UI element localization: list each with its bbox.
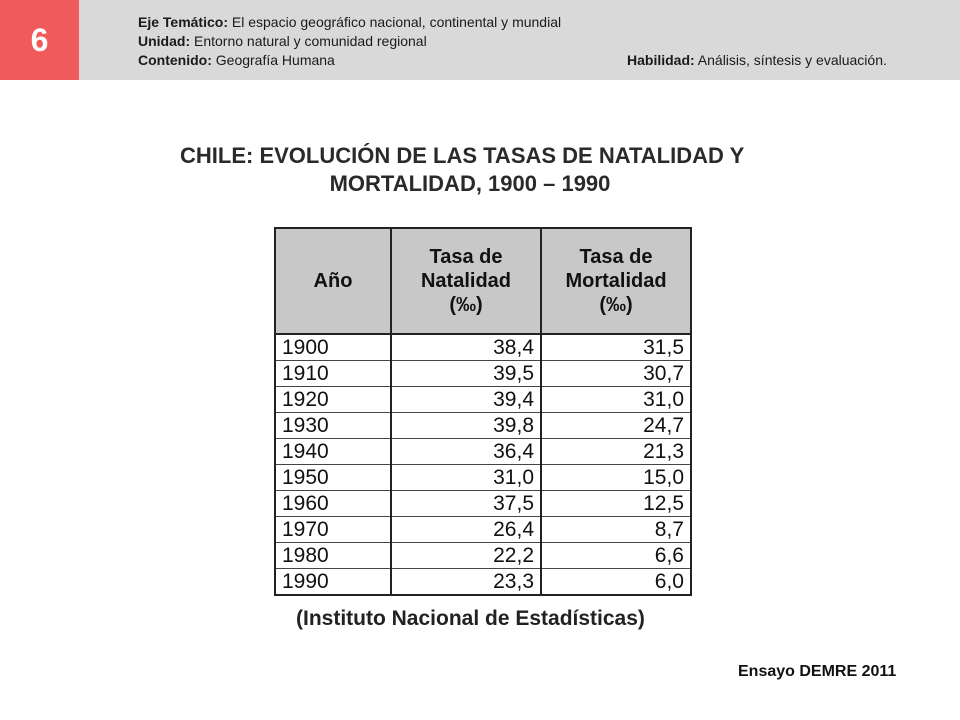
cell-mortality: 31,5 bbox=[541, 334, 691, 361]
header-mortality-text: Tasa de Mortalidad (‰) bbox=[565, 246, 667, 316]
habilidad-value: Análisis, síntesis y evaluación. bbox=[694, 52, 887, 68]
header-mortality bbox=[541, 228, 691, 334]
cell-mortality: 30,7 bbox=[541, 361, 691, 387]
unidad-value: Entorno natural y comunidad regional bbox=[190, 33, 427, 49]
table-row bbox=[275, 517, 691, 543]
header-year-text: Año bbox=[313, 270, 353, 292]
cell-natality: 23,3 bbox=[391, 569, 541, 596]
header-year bbox=[275, 228, 391, 334]
cell-natality: 22,2 bbox=[391, 543, 541, 569]
habilidad-line bbox=[627, 51, 887, 70]
cell-year: 1900 bbox=[275, 334, 391, 361]
cell-year: 1930 bbox=[275, 413, 391, 439]
rates-table bbox=[274, 227, 692, 596]
cell-mortality: 6,6 bbox=[541, 543, 691, 569]
table-row bbox=[275, 387, 691, 413]
cell-natality: 39,5 bbox=[391, 361, 541, 387]
table-header-row bbox=[275, 228, 691, 334]
footer-credit: Ensayo DEMRE 2011 bbox=[738, 663, 897, 680]
cell-mortality: 6,0 bbox=[541, 569, 691, 596]
source-note: (Instituto Nacional de Estadísticas) bbox=[296, 607, 645, 630]
cell-year: 1920 bbox=[275, 387, 391, 413]
contenido-value: Geografía Humana bbox=[211, 52, 335, 68]
eje-tematico-value: El espacio geográfico nacional, continental y mundial bbox=[228, 14, 562, 30]
cell-mortality: 15,0 bbox=[541, 465, 691, 491]
page-title bbox=[160, 142, 780, 198]
cell-year: 1990 bbox=[275, 569, 391, 596]
table-row bbox=[275, 413, 691, 439]
cell-mortality: 31,0 bbox=[541, 387, 691, 413]
cell-year: 1950 bbox=[275, 465, 391, 491]
table-row bbox=[275, 569, 691, 596]
cell-year: 1970 bbox=[275, 517, 391, 543]
table-row bbox=[275, 543, 691, 569]
cell-natality: 26,4 bbox=[391, 517, 541, 543]
cell-mortality: 24,7 bbox=[541, 413, 691, 439]
cell-year: 1960 bbox=[275, 491, 391, 517]
eje-tematico-label: Eje Temático: bbox=[138, 14, 228, 30]
contenido-label: Contenido: bbox=[138, 52, 212, 68]
header-natality bbox=[391, 228, 541, 334]
table-row bbox=[275, 465, 691, 491]
table-row bbox=[275, 439, 691, 465]
cell-natality: 38,4 bbox=[391, 334, 541, 361]
eje-tematico-line bbox=[138, 13, 561, 32]
slide-number: 6 bbox=[0, 0, 79, 80]
cell-natality: 39,8 bbox=[391, 413, 541, 439]
table-row bbox=[275, 334, 691, 361]
habilidad-label: Habilidad: bbox=[627, 52, 695, 68]
unidad-label: Unidad: bbox=[138, 33, 191, 49]
title-line-2: MORTALIDAD, 1900 – 1990 bbox=[329, 171, 611, 196]
unidad-line bbox=[138, 32, 427, 51]
cell-mortality: 12,5 bbox=[541, 491, 691, 517]
cell-natality: 37,5 bbox=[391, 491, 541, 517]
header-natality-text: Tasa de Natalidad (‰) bbox=[420, 246, 512, 316]
cell-mortality: 8,7 bbox=[541, 517, 691, 543]
table-row bbox=[275, 361, 691, 387]
cell-year: 1980 bbox=[275, 543, 391, 569]
title-line-1: CHILE: EVOLUCIÓN DE LAS TASAS DE NATALIDAD Y bbox=[180, 143, 745, 168]
cell-natality: 39,4 bbox=[391, 387, 541, 413]
table-row bbox=[275, 491, 691, 517]
contenido-line bbox=[138, 51, 335, 70]
cell-natality: 36,4 bbox=[391, 439, 541, 465]
cell-mortality: 21,3 bbox=[541, 439, 691, 465]
cell-year: 1910 bbox=[275, 361, 391, 387]
cell-natality: 31,0 bbox=[391, 465, 541, 491]
cell-year: 1940 bbox=[275, 439, 391, 465]
